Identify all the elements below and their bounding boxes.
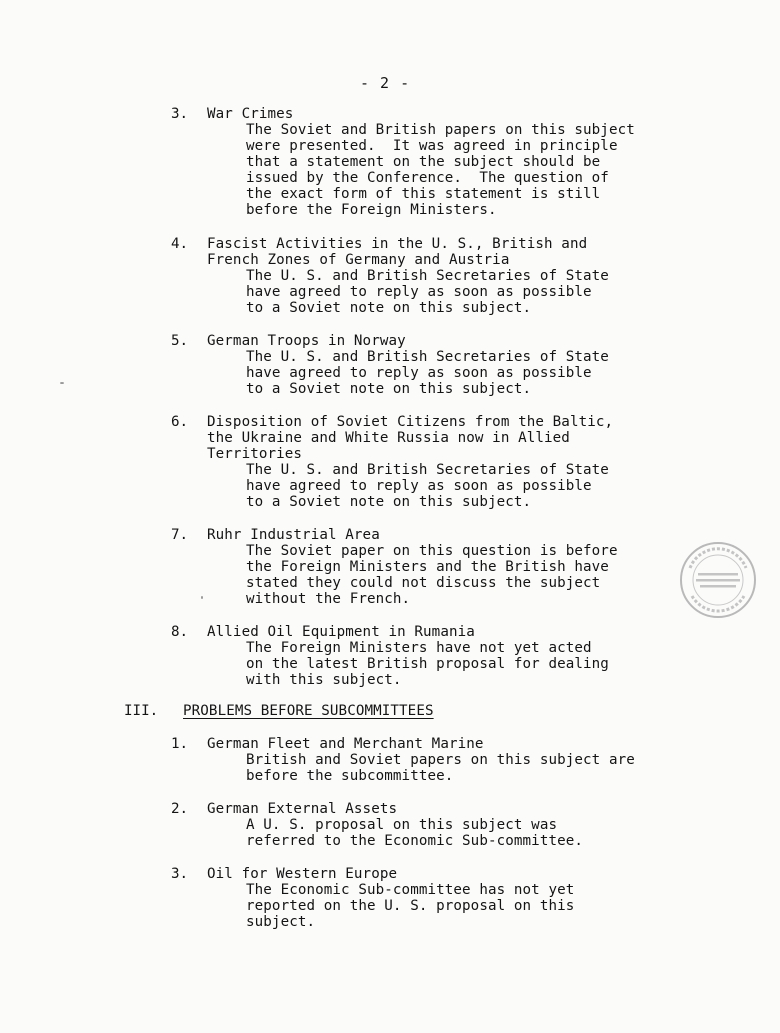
item-body-line: referred to the Economic Sub-committee. [246, 833, 584, 849]
item-body-line: before the Foreign Ministers. [246, 202, 497, 218]
item-body-line: were presented. It was agreed in principle [246, 138, 618, 154]
page-number: - 2 - [360, 74, 411, 92]
item-number: 8. [171, 624, 189, 640]
item-body-line: reported on the U. S. proposal on this [246, 898, 575, 914]
item-body-line: the exact form of this statement is still [246, 186, 601, 202]
item-body-line: The U. S. and British Secretaries of State [246, 349, 609, 365]
section-title: PROBLEMS BEFORE SUBCOMMITTEES [183, 703, 434, 719]
item-body-line: The Soviet paper on this question is before [246, 543, 618, 559]
scan-speck [201, 596, 203, 599]
item-heading: Oil for Western Europe [207, 866, 398, 882]
item-number: 4. [171, 236, 189, 252]
item-body-line: The U. S. and British Secretaries of State [246, 462, 609, 478]
item-body-line: British and Soviet papers on this subject are [246, 752, 635, 768]
item-body-line: to a Soviet note on this subject. [246, 494, 532, 510]
item-body-line: subject. [246, 914, 316, 930]
item-heading: Ruhr Industrial Area [207, 527, 380, 543]
item-body-line: with this subject. [246, 672, 402, 688]
item-number: 1. [171, 736, 189, 752]
item-heading: Disposition of Soviet Citizens from the Baltic, [207, 414, 614, 430]
item-heading: the Ukraine and White Russia now in Allied [207, 430, 570, 446]
item-number: 3. [171, 106, 189, 122]
archive-stamp-icon [678, 540, 758, 620]
item-number: 6. [171, 414, 189, 430]
item-body-line: on the latest British proposal for dealing [246, 656, 609, 672]
item-heading: French Zones of Germany and Austria [207, 252, 510, 268]
item-body-line: The Economic Sub-committee has not yet [246, 882, 575, 898]
item-body-line: to a Soviet note on this subject. [246, 381, 532, 397]
item-body-line: have agreed to reply as soon as possible [246, 478, 592, 494]
item-body-line: The Soviet and British papers on this subject [246, 122, 635, 138]
item-number: 5. [171, 333, 189, 349]
item-heading: German External Assets [207, 801, 398, 817]
section-numeral: III. [124, 703, 159, 719]
item-body-line: that a statement on the subject should be [246, 154, 601, 170]
scan-speck [60, 382, 64, 384]
item-heading: Allied Oil Equipment in Rumania [207, 624, 475, 640]
item-body-line: the Foreign Ministers and the British have [246, 559, 609, 575]
item-body-line: have agreed to reply as soon as possible [246, 365, 592, 381]
item-heading: Territories [207, 446, 303, 462]
item-number: 3. [171, 866, 189, 882]
item-number: 7. [171, 527, 189, 543]
item-body-line: issued by the Conference. The question of [246, 170, 609, 186]
item-body-line: to a Soviet note on this subject. [246, 300, 532, 316]
item-number: 2. [171, 801, 189, 817]
item-body-line: have agreed to reply as soon as possible [246, 284, 592, 300]
item-body-line: The U. S. and British Secretaries of State [246, 268, 609, 284]
item-heading: Fascist Activities in the U. S., British and [207, 236, 588, 252]
item-heading: German Troops in Norway [207, 333, 406, 349]
item-body-line: The Foreign Ministers have not yet acted [246, 640, 592, 656]
item-heading: German Fleet and Merchant Marine [207, 736, 484, 752]
item-body-line: stated they could not discuss the subject [246, 575, 601, 591]
item-body-line: before the subcommittee. [246, 768, 454, 784]
item-body-line: A U. S. proposal on this subject was [246, 817, 558, 833]
item-body-line: without the French. [246, 591, 411, 607]
item-heading: War Crimes [207, 106, 294, 122]
